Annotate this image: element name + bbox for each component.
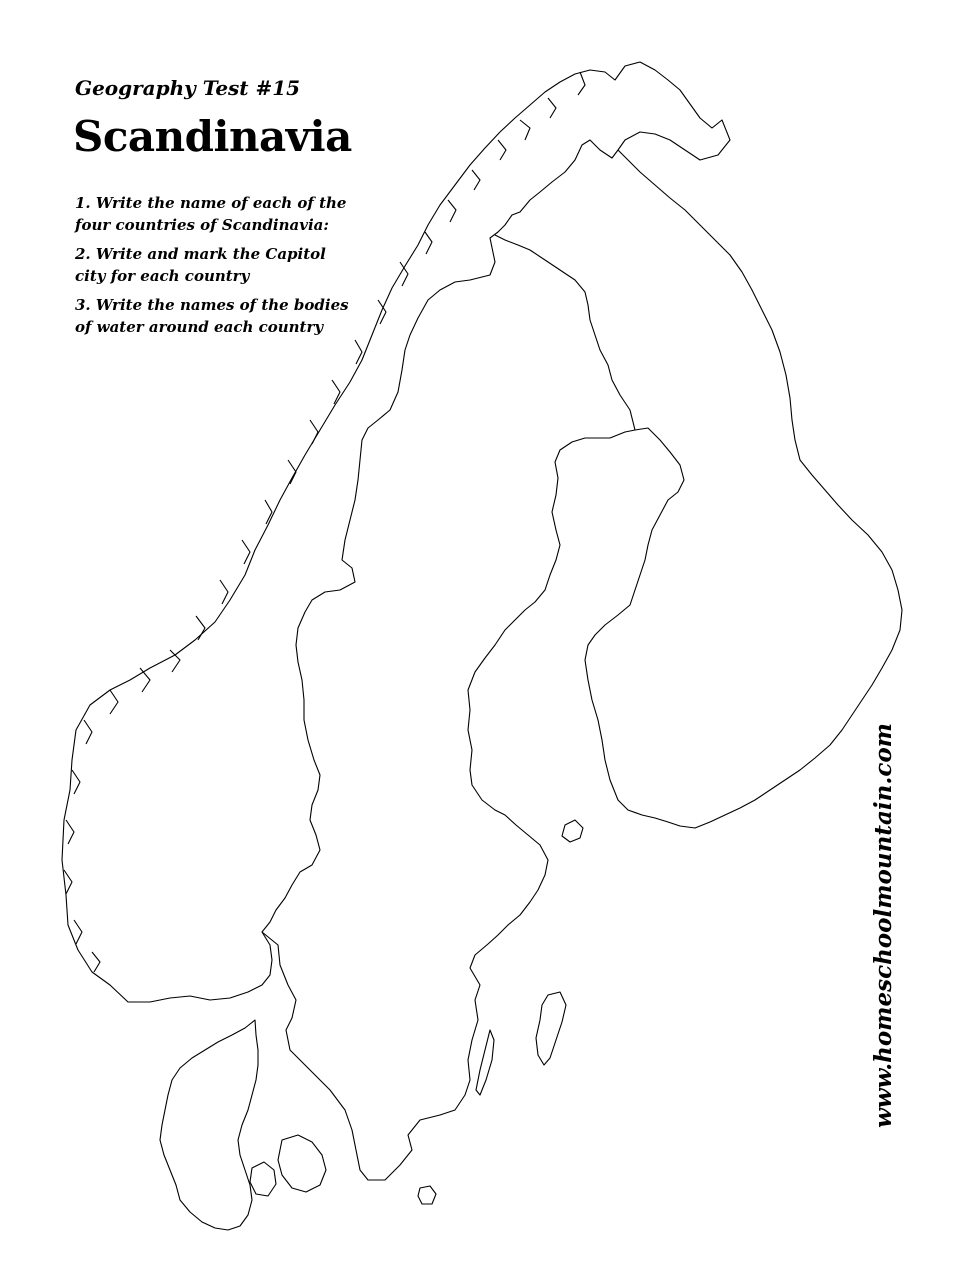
denmark-outline [160,1020,258,1230]
instruction-item: 3. Write the names of the bodies of water around each country [75,296,349,336]
oland-island [476,1030,494,1095]
coastal-islands [64,72,585,972]
sweden-outline [262,235,635,1180]
test-number-heading: Geography Test #15 [75,76,301,100]
funen-island [250,1162,276,1196]
norway-sweden-outline [62,62,730,1002]
bornholm-island [418,1186,436,1204]
aland-islands [562,820,583,842]
instruction-item: 2. Write and mark the Capitol city for each country [75,245,326,285]
zealand-island [278,1135,326,1192]
gotland-island [536,992,566,1065]
finland-outline [585,150,902,828]
website-watermark: www.homeschoolmountain.com [870,722,897,1128]
page-title: Scandinavia [73,112,352,161]
instruction-item: 1. Write the name of each of the four countries of Scandinavia: [75,194,347,234]
